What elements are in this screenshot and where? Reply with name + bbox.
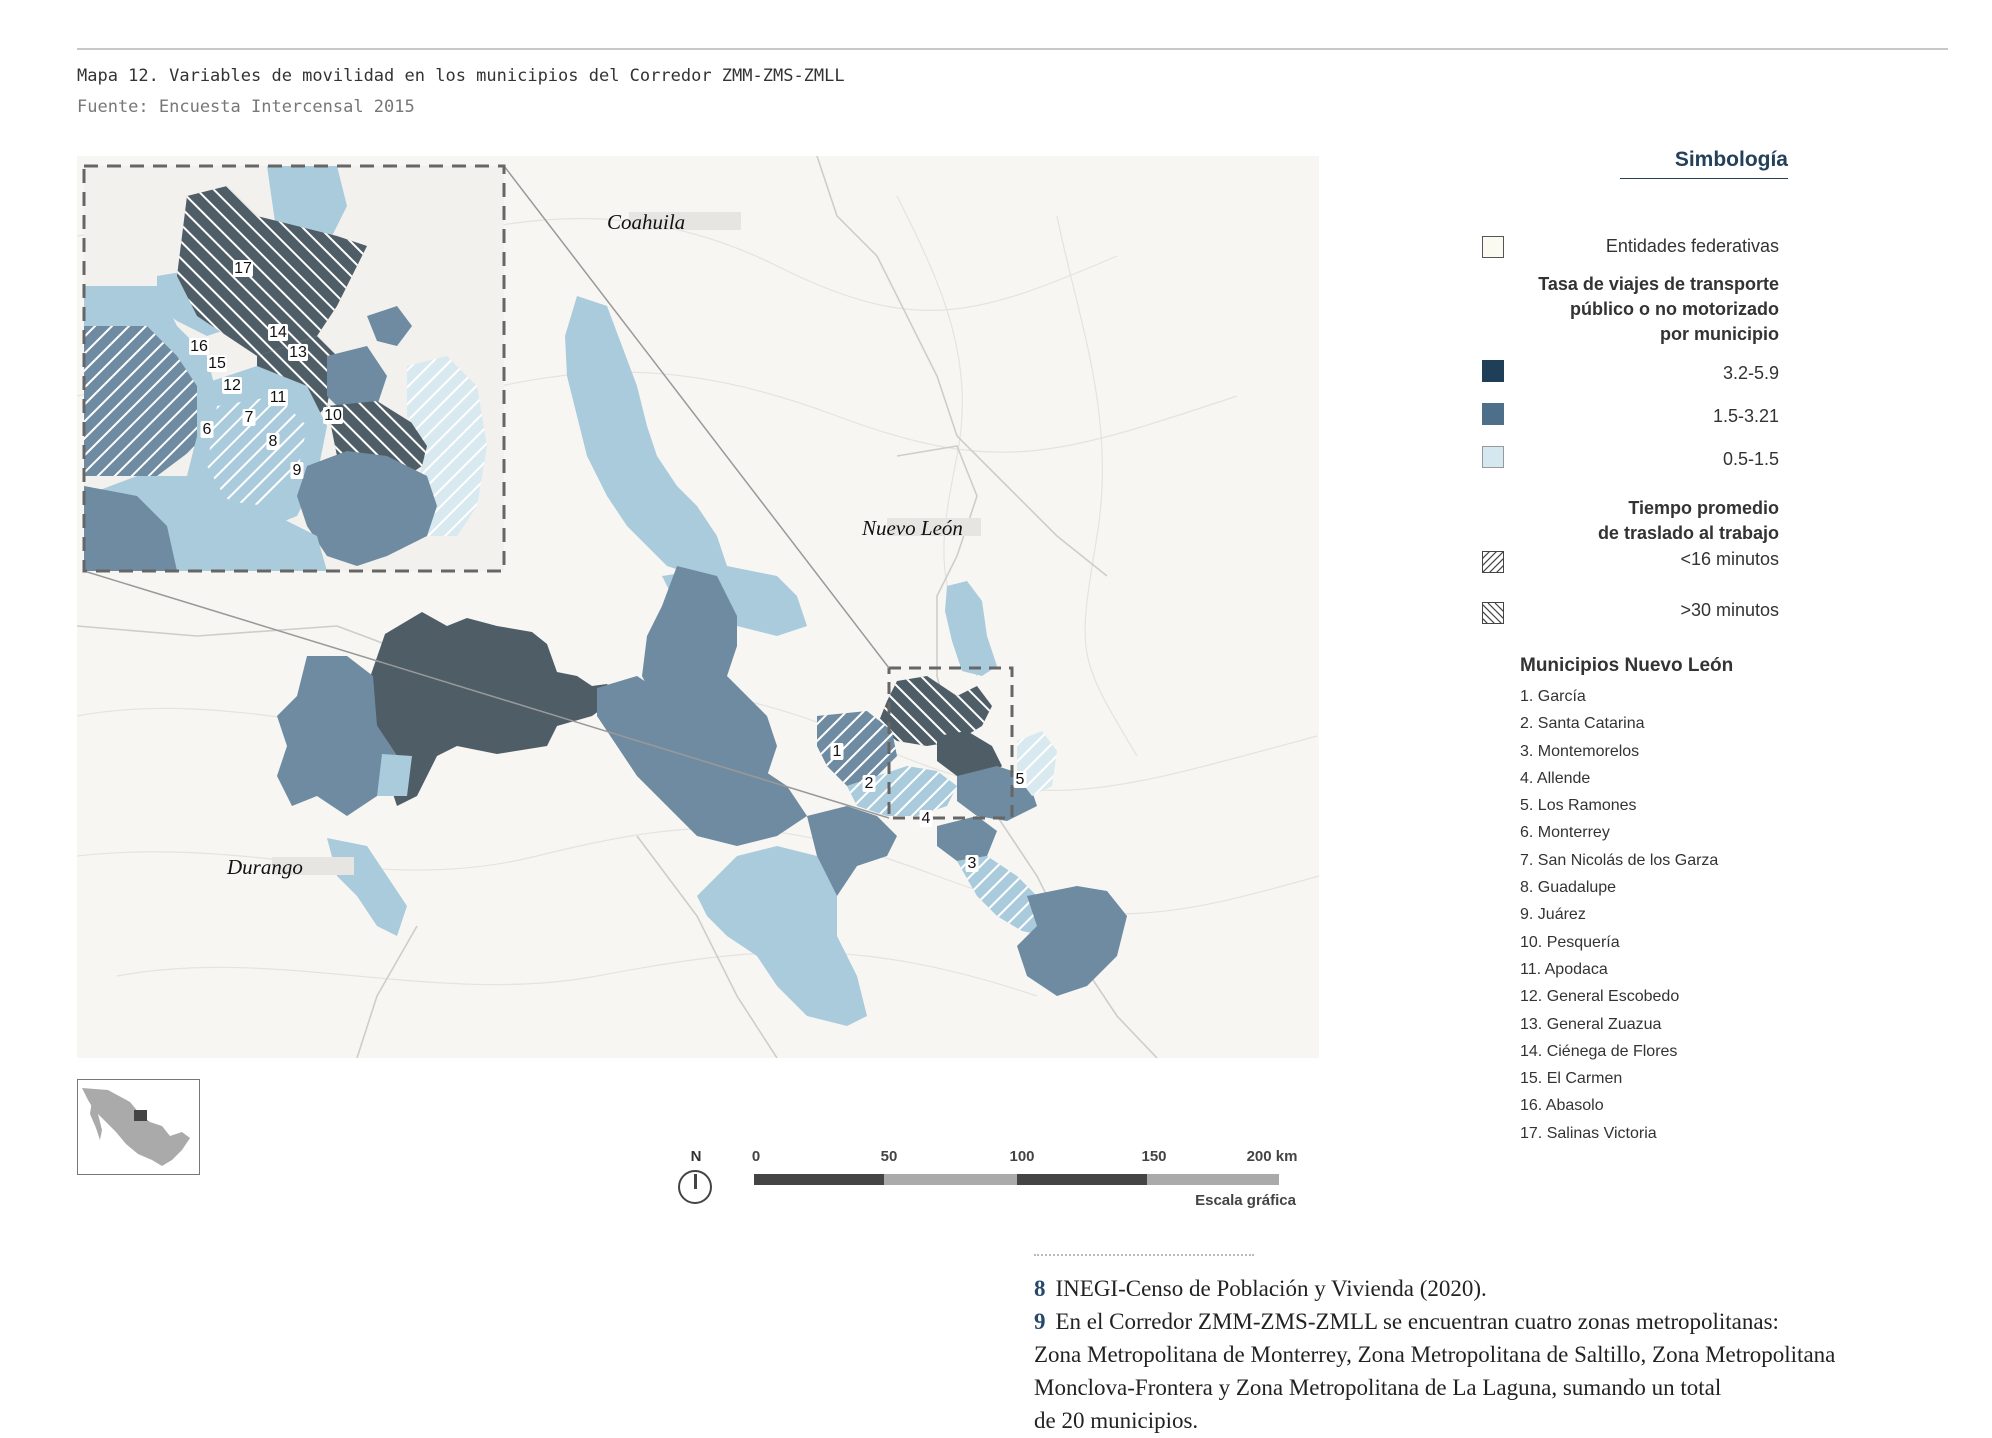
municipio-list-item: 5. Los Ramones <box>1520 797 1637 815</box>
footnote-text: INEGI-Censo de Población y Vivienda (2020). <box>1055 1276 1487 1301</box>
municipio-list-item: 9. Juárez <box>1520 906 1586 924</box>
legend-swatch-rate-high <box>1482 360 1504 382</box>
svg-text:Nuevo León: Nuevo León <box>862 516 963 540</box>
municipio-list-item: 11. Apodaca <box>1520 960 1608 978</box>
scale-tick-0: 0 <box>751 1148 761 1165</box>
svg-text:4: 4 <box>921 810 931 827</box>
footnote-text: En el Corredor ZMM-ZMS-ZMLL se encuentran cuatro zonas metropolitanas: <box>1055 1309 1779 1334</box>
inset-number-label <box>207 355 227 372</box>
svg-text:14: 14 <box>269 324 287 341</box>
municipio-list-item: 12. General Escobedo <box>1520 988 1680 1006</box>
municipality-laguna-small[interactable] <box>377 754 412 796</box>
svg-text:10: 10 <box>324 407 342 424</box>
footnote-line <box>1034 1272 1954 1305</box>
footnote-line <box>1034 1371 1954 1404</box>
inset-number-label <box>268 389 288 406</box>
legend-label-rate-mid: 1.5-3.21 <box>1712 406 1779 426</box>
municipio-list-item: 3. Montemorelos <box>1520 742 1640 760</box>
municipio-list-item: 4. Allende <box>1520 769 1591 787</box>
svg-text:Coahuila: Coahuila <box>607 210 686 234</box>
footnotes <box>1034 1272 1954 1437</box>
municipio-list-item: 6. Monterrey <box>1520 824 1610 842</box>
legend-label-rate-high: 3.2-5.9 <box>1722 363 1779 383</box>
municipio-list-item: 14. Ciénega de Flores <box>1520 1042 1678 1060</box>
main-number-label <box>831 743 844 760</box>
scale-tick-100: 100 <box>1009 1148 1035 1165</box>
legend-heading-tiempo: Tiempo promedio de traslado al trabajo <box>1597 498 1779 543</box>
svg-text:3: 3 <box>967 855 977 872</box>
inset-number-label <box>323 407 343 424</box>
legend-swatch-entidades <box>1482 236 1504 258</box>
inset-number-label <box>201 421 214 438</box>
svg-text:Durango: Durango <box>227 855 303 879</box>
municipio-list-item: 7. San Nicolás de los Garza <box>1520 851 1719 869</box>
inset-number-label <box>268 324 288 341</box>
scale-segment <box>1147 1174 1279 1185</box>
legend-label-hatch-short: <16 minutos <box>1680 549 1779 569</box>
svg-text:7: 7 <box>244 409 254 426</box>
municipio-list-item: 16. Abasolo <box>1520 1097 1604 1115</box>
municipio-list-item: 13. General Zuazua <box>1520 1015 1662 1033</box>
municipio-list-item: 8. Guadalupe <box>1520 879 1617 897</box>
municipio-list-item: 10. Pesquería <box>1520 933 1620 951</box>
legend-heading-tasa: Tasa de viajes de transporte público o no motorizado por municipio <box>1538 274 1779 344</box>
inset-number-label <box>288 344 308 361</box>
map-canvas[interactable] <box>77 156 1319 1058</box>
municipios-list <box>1520 683 1718 1147</box>
footnote-line <box>1034 1338 1954 1371</box>
legend-label-entidades: Entidades federativas <box>1605 236 1779 256</box>
municipios-heading: Municipios Nuevo León <box>1520 655 1734 676</box>
footnote-text: Monclova-Frontera y Zona Metropolitana de La Laguna, sumando un total <box>1034 1375 1722 1400</box>
footnote-rule <box>1034 1254 1254 1256</box>
inset-number-label <box>291 462 304 479</box>
svg-text:13: 13 <box>289 344 307 361</box>
svg-text:6: 6 <box>202 421 212 438</box>
inset-number-label <box>243 409 256 426</box>
municipio-list-item: 15. El Carmen <box>1520 1070 1623 1088</box>
svg-text:17: 17 <box>234 260 252 277</box>
svg-text:11: 11 <box>269 389 287 406</box>
municipio-list-item: 1. García <box>1520 688 1586 705</box>
scale-tick-150: 150 <box>1141 1148 1167 1165</box>
scale-segment <box>754 1174 884 1185</box>
map-caption-source: Fuente: Encuesta Intercensal 2015 <box>77 97 415 117</box>
legend-swatch-hatch-short <box>1482 551 1504 573</box>
svg-text:9: 9 <box>292 462 302 479</box>
main-number-label <box>920 810 933 827</box>
scale-tick-50: 50 <box>880 1148 898 1165</box>
municipio-list-item: 2. Santa Catarina <box>1520 715 1645 733</box>
svg-text:15: 15 <box>208 355 226 372</box>
map-caption-title: Mapa 12. Variables de movilidad en los municipios del Corredor ZMM-ZMS-ZMLL <box>77 66 845 86</box>
locator-map <box>77 1079 200 1175</box>
scale-bar <box>751 1148 1314 1209</box>
inset-map[interactable] <box>84 166 504 571</box>
svg-text:12: 12 <box>223 377 241 394</box>
legend-title-rule <box>1620 178 1788 179</box>
svg-text:5: 5 <box>1015 771 1025 788</box>
inset-number-label <box>222 377 242 394</box>
legend-label-hatch-long: >30 minutos <box>1680 600 1779 620</box>
inset-number-label <box>233 260 253 277</box>
north-arrow <box>672 1148 720 1208</box>
main-number-label <box>966 855 979 872</box>
svg-text:16: 16 <box>190 338 208 355</box>
scale-tick-200: 200 km <box>1246 1148 1298 1165</box>
mexico-locator-icon <box>78 1080 199 1174</box>
footnote-text: Zona Metropolitana de Monterrey, Zona Metropolitana de Saltillo, Zona Metropolitana <box>1034 1342 1836 1367</box>
top-rule <box>77 48 1948 50</box>
legend-swatch-rate-low <box>1482 446 1504 468</box>
svg-text:1: 1 <box>832 743 842 760</box>
legend-label-rate-low: 0.5-1.5 <box>1722 449 1779 469</box>
footnote-text: de 20 municipios. <box>1034 1408 1199 1433</box>
scale-segment <box>1017 1174 1147 1185</box>
svg-text:8: 8 <box>268 433 278 450</box>
scale-segment <box>884 1174 1017 1185</box>
scale-caption: Escala gráfica <box>1195 1192 1296 1209</box>
north-label: N <box>690 1148 702 1165</box>
footnote-line <box>1034 1404 1954 1437</box>
inset-number-label <box>189 338 209 355</box>
inset-number-label <box>267 433 280 450</box>
svg-text:2: 2 <box>864 775 874 792</box>
footnote-number: 9 <box>1034 1309 1046 1334</box>
main-number-label <box>1014 771 1027 788</box>
legend-swatch-hatch-long <box>1482 602 1504 624</box>
footnote-number: 8 <box>1034 1276 1046 1301</box>
footnote-line <box>1034 1305 1954 1338</box>
main-number-label <box>863 775 876 792</box>
municipio-list-item: 17. Salinas Victoria <box>1520 1124 1657 1142</box>
legend-swatch-rate-mid <box>1482 403 1504 425</box>
legend-title: Simbología <box>1674 148 1788 171</box>
